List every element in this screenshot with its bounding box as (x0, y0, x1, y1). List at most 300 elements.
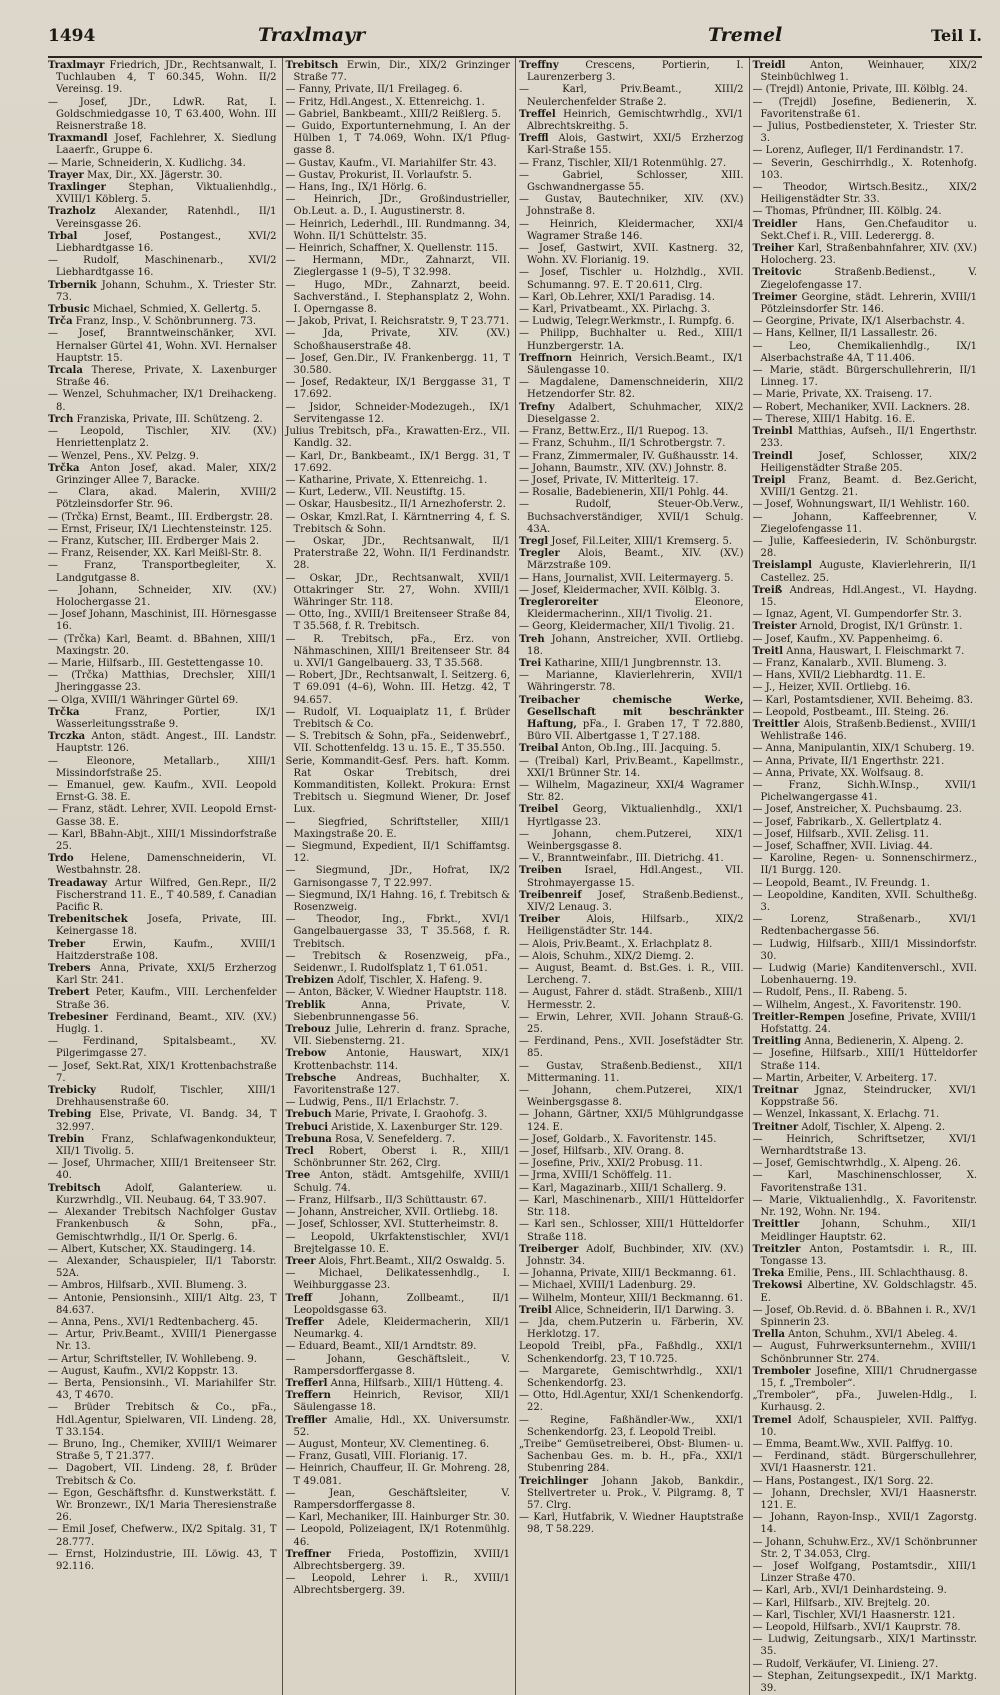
entry-details: — Rosalie, Badebienerin, XII/1 Pohlg. 44. (519, 487, 729, 499)
directory-entry (286, 109, 511, 121)
entry-details: — Ernst, Holzindustrie, III. Löwig. 43, T 92.116. (48, 1548, 277, 1572)
directory-entry (286, 512, 511, 536)
entry-details: — Hans, Ing., IX/1 Hörlg. 6. (285, 182, 427, 194)
directory-entry (48, 1085, 277, 1109)
directory-entry (753, 267, 978, 291)
entry-details: — Rudolf, Steuer-Ob.Verw., Buchsachverständiger, XVII/1 Schulg. 43A. (519, 499, 744, 535)
directory-entry (519, 475, 744, 487)
directory-entry (753, 451, 978, 475)
entry-details: — Jsidor, Schneider-Modezugeh., IX/1 Servitengasse 12. (285, 401, 510, 425)
directory-entry (753, 646, 978, 658)
entry-details: Alexander, Ratenhdl., II/1 Vereinsgasse 26. (56, 206, 277, 230)
directory-entry (48, 389, 277, 413)
directory-entry (286, 170, 511, 182)
entry-details: — Anna, Manipulantin, XIX/1 Schuberg. 19. (752, 743, 975, 755)
entry-details: Aristide, X. Laxenburger Str. 129. (331, 1121, 503, 1133)
directory-entry (753, 1585, 978, 1597)
column-4 (749, 58, 983, 1695)
entry-details: — Rudolf, Verkäufer, VI. Linieng. 27. (752, 1658, 939, 1670)
entry-details: Johann Jakob, Bankdir., Stellvertreter u. Prok., V. Pilgramg. 8, T 57. Clrg. (527, 1475, 744, 1511)
directory-entry (519, 1317, 744, 1341)
entry-details: — (Trčka) Matthias, Drechsler, XIII/1 Jheringgasse 23. (48, 670, 277, 694)
entry-details: — Ferdinand, Pens., XVII. Josefstädter Str. 85. (519, 1036, 744, 1060)
entry-details: Johann, Schuhm., X. Triester Str. 73. (56, 279, 277, 303)
entry-surname: Trefferl (285, 1377, 328, 1389)
directory-entry (753, 1268, 978, 1280)
entry-details: — Hans, Kellner, II/1 Lassallestr. 26. (752, 328, 938, 340)
entry-details: — Katharine, Private, X. Ettenreichg. 1. (285, 474, 488, 486)
directory-entry (48, 158, 277, 170)
entry-details: Franz, Beamt. d. Bez.Gericht, XVIII/1 Gentzg. 21. (760, 474, 977, 499)
entry-details: — R. Trebitsch, pFa., Erz. von Nähmaschinen, XIII/1 Breitenseer Str. 84 u. XVI/1 Gangelbauerg. 33, T 35.568. (285, 633, 510, 669)
entry-details: Rudolf, Tischler, XIII/1 Drehhausenstraße 60. (56, 1085, 277, 1109)
entry-details: — Julie, Kaffeesiederin, IV. Schönburgstr. 28. (752, 535, 977, 560)
directory-entry (286, 707, 511, 731)
directory-entry (286, 1048, 511, 1072)
directory-entry (286, 1439, 511, 1451)
directory-entry (48, 60, 277, 97)
directory-entry (753, 1390, 978, 1414)
entry-details: — Alois, Priv.Beamt., X. Erlachplatz 8. (519, 938, 713, 950)
entry-details: Julie, Lehrerin d. franz. Sprache, VII. Siebensterng. 21. (293, 1024, 510, 1048)
directory-entry (753, 1671, 978, 1695)
entry-details: — Antonie, Pensionsinh., XIII/1 Altg. 23, T 84.637. (48, 1292, 277, 1316)
directory-entry (753, 1134, 978, 1158)
directory-entry (519, 487, 744, 499)
entry-surname: Traxlinger (48, 182, 106, 194)
directory-entry (48, 170, 277, 182)
entry-surname: Treipl (752, 474, 786, 486)
directory-entry (286, 280, 511, 317)
column-1 (48, 58, 282, 1695)
entry-surname: Trebizen (285, 975, 334, 987)
directory-entry (519, 1280, 744, 1292)
entry-details: — Heinrich, Lederhdl., III. Rundmanng. 34, Wohn. II/1 Schüttelstr. 35. (285, 218, 510, 242)
entry-details: — Josef, Redakteur, IX/1 Berggasse 31, T 17.692. (285, 377, 510, 401)
directory-entry (48, 1439, 277, 1463)
entry-details: — Josef, Branntweinschänker, XVI. Hernalser Gürtel 41, Wohn. XVI. Hernalser Hauptstr. 15. (48, 328, 277, 364)
directory-entry (286, 475, 511, 487)
directory-entry (48, 1207, 277, 1244)
entry-surname: Treitler-Rempen (752, 1011, 845, 1023)
directory-entry (753, 1219, 978, 1243)
directory-entry (519, 621, 744, 633)
entry-details: Leopold Treibl, pFa., Faßhdlg., XXI/1 Schenkendorfg. 23, T 10.725. (519, 1341, 744, 1365)
entry-surname: Treidl (752, 60, 786, 71)
directory-entry (519, 377, 744, 401)
directory-entry (286, 1268, 511, 1292)
directory-entry (753, 1634, 978, 1658)
directory-entry (519, 60, 744, 84)
entry-details: — Heinrich, Chauffeur, II. Gr. Mohreng. 28, T 49.081. (285, 1463, 510, 1487)
entry-details: — Hans, Postangest., IX/1 Sorg. 22. (752, 1475, 934, 1487)
entry-details: Adolf, Buchbinder, XIV. (XV.) Johnstr. 34. (527, 1243, 744, 1267)
entry-details: Franz, Portier, IX/1 Wasserleitungsstraße 9. (56, 706, 277, 730)
directory-entry (753, 1610, 978, 1622)
entry-details: Rosa, V. Senefelderg. 7. (335, 1133, 456, 1145)
directory-entry (753, 1341, 978, 1365)
directory-entry (286, 1463, 511, 1487)
directory-entry (519, 451, 744, 463)
entry-details: — Alois, Schuhm., XIX/2 Diemg. 2. (519, 950, 695, 962)
directory-entry (286, 1451, 511, 1463)
directory-entry (286, 1097, 511, 1109)
directory-entry (519, 316, 744, 328)
directory-entry (519, 353, 744, 377)
entry-details: — Johann, Drechsler, XVI/1 Haasnerstr. 121. E. (752, 1487, 977, 1511)
entry-details: — Robert, Mechaniker, XVII. Lackners. 28. (752, 401, 970, 413)
entry-details: — Anton, Bäcker, V. Wiedner Hauptstr. 118. (285, 987, 507, 999)
directory-entry (519, 1219, 744, 1243)
directory-entry (519, 865, 744, 889)
entry-details: Josef, Fil.Leiter, XIII/1 Kremserg. 5. (551, 535, 733, 547)
directory-entry (753, 1451, 978, 1475)
directory-entry (753, 1598, 978, 1610)
directory-entry (48, 548, 277, 560)
entry-details: — (Trejdl) Antonie, Private, III. Kölblg. 24. (752, 84, 968, 96)
entry-details: — Eleonore, Metallarb., XIII/1 Missindorfstraße 25. (48, 755, 277, 779)
directory-entry (519, 1085, 744, 1109)
entry-details: — Franz, Kanalarb., XVII. Blumeng. 3. (752, 657, 947, 669)
entry-surname: Trčka (48, 462, 80, 474)
directory-entry (48, 1280, 277, 1292)
entry-surname: Trebuna (285, 1133, 332, 1145)
entry-details: Anton, Schuhm., XVI/1 Abeleg. 4. (788, 1329, 958, 1341)
entry-details: Ferdinand, Beamt., XIV. (XV.) Huglg. 1. (56, 1011, 277, 1036)
directory-entry (519, 1134, 744, 1146)
directory-entry (753, 841, 978, 853)
directory-entry (519, 109, 744, 133)
entry-surname: Traxlmayr (48, 60, 105, 71)
directory-entry (48, 1549, 277, 1573)
entry-details: Adolf, Schauspieler, XVII. Palffyg. 10. (760, 1414, 977, 1438)
directory-entry (519, 670, 744, 694)
entry-details: — Franz, Transportbegleiter, X. Landgutgasse 8. (48, 560, 277, 584)
entry-details: — Hugo, MDr., Zahnarzt, beeid. Sachverständ., I. Stephansplatz 2, Wohn. I. Operngasse 8. (285, 279, 510, 316)
entry-details: — Marie, Private, XX. Traiseng. 17. (752, 389, 933, 401)
entry-surname: Treiß (752, 584, 783, 596)
entry-details: Georg, Viktualienhdlg., XXI/1 Hyrtlgasse 23. (527, 804, 744, 828)
directory-entry (753, 1415, 978, 1439)
entry-details: — Gustav, Straßenb.Bedienst., XII/1 Mittermaning. 11. (519, 1060, 744, 1084)
directory-entry (753, 499, 978, 511)
directory-entry (48, 304, 277, 316)
directory-entry (286, 1146, 511, 1170)
directory-entry (753, 1109, 978, 1121)
directory-entry (753, 609, 978, 621)
entry-surname: Trebitsch (285, 60, 339, 71)
column-2 (282, 58, 516, 1695)
entry-details: — Fanny, Private, II/1 Freilageg. 6. (285, 84, 463, 96)
entry-surname: Treitner (752, 1121, 799, 1133)
directory-entry (286, 951, 511, 975)
directory-entry (48, 426, 277, 450)
directory-entry (753, 341, 978, 365)
entry-details: Johann, Schuhm., XII/1 Meidlinger Hauptstr. 62. (760, 1219, 977, 1243)
entry-details: — Jakob, Privat, I. Reichsratstr. 9, T 23.771. (285, 316, 509, 328)
directory-entry (519, 292, 744, 304)
directory-entry (48, 1061, 277, 1085)
entry-details: — Josef, Schlosser, XVI. Stutterheimstr. 8. (285, 1219, 499, 1231)
directory-entry (286, 536, 511, 573)
directory-entry (519, 219, 744, 243)
entry-surname: Trella (752, 1329, 785, 1341)
entry-details: — Josef, Ob.Revid. d. ö. BBahnen i. R., XV/1 Spinnerin 23. (752, 1304, 977, 1328)
entry-details: — Gabriel, Schlosser, XIII. Gschwandnergasse 55. (519, 169, 744, 194)
directory-entry (48, 853, 277, 877)
entry-surname: Tree (285, 1170, 311, 1182)
directory-entry (519, 328, 744, 352)
directory-entry (286, 1195, 511, 1207)
entry-details: — Jda, Private, XIV. (XV.) Schoßhauserstraße 48. (285, 328, 510, 352)
entry-details: Alois, Fhrt.Beamt., XII/2 Oswaldg. 5. (318, 1255, 506, 1267)
entry-details: Julius Trebitsch, pFa., Krawatten-Erz., VII. Kandlg. 32. (285, 426, 510, 450)
directory-entry (286, 426, 511, 450)
directory-entry (48, 1036, 277, 1060)
directory-entry (286, 914, 511, 951)
entry-details: — Franz, Sichh.W.Insp., XVII/1 Pichelwangergasse 41. (752, 779, 977, 804)
entry-details: — Philipp, Buchhalter u. Red., XIII/1 Hunzbergerstr. 1A. (519, 328, 744, 352)
entry-details: — Franz, Hilfsarb., II/3 Schüttaustr. 67. (285, 1194, 487, 1206)
entry-details: — Johann, Geschäftsleit., V. Rampersdorffergasse 8. (285, 1353, 510, 1377)
directory-entry (286, 1000, 511, 1024)
directory-entry (286, 1488, 511, 1512)
directory-entry (519, 914, 744, 938)
entry-details: — Johann, Baumstr., XIV. (XV.) Johnstr. 8. (519, 462, 727, 474)
entry-details: — (Treibal) Karl, Priv.Beamt., Kapellmstr., XXI/1 Brünner Str. 14. (519, 755, 744, 779)
directory-entry (753, 560, 978, 584)
entry-details: „Tremboler“, pFa., Juwelen-Hdlg., I. Kurhausg. 2. (752, 1390, 977, 1414)
directory-entry (48, 756, 277, 780)
entry-details: Erwin, Kaufm., XVIII/1 Haitzderstraße 108. (56, 938, 277, 962)
entry-surname: Trczka (48, 731, 86, 743)
entry-details: — Josef, Hilfsarb., XVII. Zelisg. 11. (752, 828, 929, 840)
entry-surname: Treiber (519, 914, 560, 926)
entry-details: — August, Beamt. d. Bst.Ges. i. R., VIII. Lercheng. 7. (519, 963, 744, 987)
entry-details: Josefine, XIII/1 Chrudnergasse 15, f. „Tremboler“. (760, 1365, 977, 1389)
entry-details: — Ludwig, Zeitungsarb., XIX/1 Martinsstr. 35. (752, 1634, 977, 1658)
entry-details: — Georg, Kleidermacher, XII/1 Tivolig. 21. (519, 621, 735, 633)
entry-details: Alois, Gastwirt, XXI/5 Erzherzog Karl-Straße 155. (527, 133, 744, 157)
directory-entry (519, 743, 744, 755)
entry-details: — Therese, XIII/1 Habitg. 16. E. (752, 413, 916, 425)
directory-entry (753, 1170, 978, 1194)
directory-entry (286, 841, 511, 865)
directory-entry (753, 1122, 978, 1134)
entry-surname: Trbal (48, 230, 78, 242)
entry-details: — Josef, Gen.Dir., IV. Frankenbergg. 11, T 30.580. (285, 352, 510, 377)
entry-surname: Treibacher chemische Werke, Gesellschaft mit beschränkter Haftung, (519, 694, 744, 730)
directory-entry (286, 1232, 511, 1256)
entry-details: — Johann, Anstreicher, XVII. Ortliebg. 18. (285, 1207, 499, 1219)
directory-entry (519, 1158, 744, 1170)
entry-surname: Treittler (752, 1219, 800, 1231)
directory-entry (519, 1146, 744, 1158)
directory-entry (753, 1622, 978, 1634)
entry-details: Peter, Kaufm., VIII. Lerchenfelder Straße 36. (56, 987, 277, 1011)
entry-details: — Josef, Sekt.Rat, XIX/1 Krottenbachstraße 7. (48, 1060, 277, 1084)
directory-entry (753, 1048, 978, 1072)
directory-entry (753, 1000, 978, 1012)
directory-entry (519, 1012, 744, 1036)
directory-entry (519, 1036, 744, 1060)
entry-details: Anton Josef, akad. Maler, XIX/2 Grinzinger Allee 7, Baracke. (56, 462, 277, 486)
entry-details: — Marie, städt. Bürgerschullehrerin, II/1 Linneg. 17. (752, 365, 977, 389)
directory-entry (519, 402, 744, 426)
entry-surname: Treichlinger (519, 1475, 588, 1487)
running-head-first-entry: Traxlmayr (258, 24, 366, 46)
entry-details: — Karl, Hilfsarb., XIV. Brejtelg. 20. (752, 1597, 930, 1609)
entry-details: — Karl, Maschinenarb., XIII/1 Hütteldorfer Str. 118. (519, 1194, 744, 1219)
entry-details: Heinrich, Gemischtwrhdlg., XVI/1 Albrechtskreithg. 5. (527, 108, 744, 133)
entry-details: Adele, Kleidermacherin, XII/1 Neumarkg. 4. (293, 1316, 510, 1341)
directory-entry (753, 817, 978, 829)
entry-details: — August, Fuhrwerksunternehm., XVIII/1 Schönbrunner Str. 274. (752, 1341, 977, 1365)
directory-entry (753, 780, 978, 804)
entry-surname: Treiben (519, 865, 562, 877)
entry-details: — Leopold, Tischler, XIV. (XV.) Henriettenplatz 2. (48, 426, 277, 450)
directory-entry (48, 231, 277, 255)
running-head-last-entry: Tremel (708, 24, 783, 46)
entry-details: — Oskar, Hausbesitz., II/1 Arnezhoferstr. 2. (285, 499, 506, 511)
entry-details: — Theodor, Wirtsch.Besitz., XIX/2 Heiligenstädter Str. 33. (752, 182, 977, 206)
directory-entry (753, 365, 978, 389)
entry-details: Hans, Gen.Chefauditor u. Sekt.Chef i. R., VIII. Lederergg. 8. (760, 218, 977, 242)
entry-details: — Leopold, Beamt., IV. Freundg. 1. (752, 877, 930, 889)
entry-surname: Trebert (48, 987, 90, 999)
directory-entry (519, 426, 744, 438)
directory-entry (753, 402, 978, 414)
directory-columns (48, 58, 982, 1695)
entry-details: Anna, Private, XXI/5 Erzherzog Karl Str. 241. (56, 963, 277, 987)
directory-entry (519, 1415, 744, 1439)
entry-details: — Johanna, Private, XIII/1 Beckmanng. 61. (519, 1268, 737, 1280)
entry-details: Else, Private, VI. Bandg. 34, T 32.997. (56, 1109, 277, 1133)
entry-details: Robert, Oberst i. R., XIII/1 Schönbrunner Str. 262, Clrg. (293, 1146, 510, 1170)
entry-details: — (Trejdl) Josefine, Bedienerin, X. Favoritenstraße 61. (752, 96, 977, 120)
entry-details: Johann, Anstreicher, XVII. Ortliebg. 18. (527, 633, 744, 657)
directory-entry (48, 487, 277, 511)
directory-entry (48, 512, 277, 524)
directory-entry (753, 853, 978, 877)
directory-entry (519, 463, 744, 475)
directory-entry (753, 1476, 978, 1488)
directory-entry (753, 914, 978, 938)
entry-details: — Stephan, Zeitungsexpedit., IX/1 Marktg. 39. (752, 1670, 977, 1695)
entry-surname: Treiher (752, 243, 794, 255)
directory-entry (519, 890, 744, 914)
directory-entry (286, 573, 511, 610)
entry-surname: Treffny (519, 60, 559, 71)
directory-entry (519, 829, 744, 853)
entry-details: Amalie, Hdl., XX. Universumstr. 52. (293, 1414, 510, 1438)
entry-details: — Anna, Private, XX. Wolfsaug. 8. (752, 767, 924, 779)
directory-entry (519, 756, 744, 780)
entry-details: — Franz, städt. Lehrer, XVII. Leopold Ernst-Gasse 38. E. (48, 804, 277, 828)
directory-entry (753, 1280, 978, 1304)
entry-surname: Trazholz (48, 206, 96, 218)
directory-entry (48, 1463, 277, 1487)
directory-entry (48, 560, 277, 584)
entry-surname: Trbusic (48, 304, 90, 316)
directory-entry (753, 60, 978, 84)
directory-entry (286, 865, 511, 889)
directory-entry (48, 987, 277, 1011)
entry-details: Adolf, Tischler, X. Alpeng. 2. (801, 1121, 946, 1133)
directory-entry (286, 219, 511, 243)
directory-entry (286, 1378, 511, 1390)
entry-details: — Karl, Ob.Lehrer, XXI/1 Paradisg. 14. (519, 291, 715, 303)
entry-details: — Josef, Kleidermacher, XVII. Kölblg. 3. (519, 584, 721, 596)
entry-details: — Wilhelm, Angest., X. Favoritenstr. 190. (752, 999, 962, 1011)
entry-details: — Siegmund, IX/1 Hahng. 16, f. Trebitsch & Rosenzweig. (285, 889, 510, 914)
entry-details: — Jrma, XVIII/1 Schöffelg. 11. (519, 1170, 672, 1182)
entry-details: — Rudolf, Maschinenarb., XVI/2 Liebhardtgasse 16. (48, 255, 277, 279)
entry-details: — Clara, akad. Malerin, XVIII/2 Pötzleinsdorfer Str. 96. (48, 487, 277, 511)
entry-surname: Tremboler (752, 1365, 811, 1377)
entry-details: — Gustav, Prokurist, II. Vorlaufstr. 5. (285, 169, 472, 181)
entry-details: — Karl sen., Schlosser, XIII/1 Hütteldorfer Straße 118. (519, 1219, 744, 1243)
directory-entry (519, 597, 744, 621)
entry-details: — Josef, Kaufm., XV. Pappenheimg. 6. (752, 633, 943, 645)
directory-entry (286, 243, 511, 255)
entry-details: — Hans, XVII/2 Liebhardtg. 11. E. (752, 670, 926, 682)
entry-details: Albertine, XV. Goldschlagstr. 45. E. (760, 1280, 977, 1304)
directory-entry (753, 621, 978, 633)
entry-details: Alois, Beamt., XIV. (XV.) Märzstraße 109. (527, 548, 744, 572)
entry-details: — Oskar, Kmzl.Rat, I. Kärntnerring 4, f. S. Trebitsch & Sohn. (285, 511, 510, 535)
entry-surname: Trch (48, 413, 74, 425)
entry-details: — Josef, Schaffner, XVII. Liviag. 44. (752, 841, 933, 852)
entry-details: — Trebitsch & Rosenzweig, pFa., Seidenwr., I. Rudolfsplatz 1, T 61.051. (285, 950, 510, 975)
directory-entry (286, 1512, 511, 1524)
entry-details: — (Trčka) Karl, Beamt. d. BBahnen, XIII/1 Maxingstr. 20. (48, 633, 277, 657)
directory-entry (286, 121, 511, 158)
entry-surname: Treidler (752, 218, 798, 230)
entry-details: — Franz, Bettw.Erz., II/1 Ruepog. 13. (519, 426, 709, 438)
entry-details: — August, Fahrer d. städt. Straßenb., XIII/1 Hermesstr. 2. (519, 987, 744, 1011)
entry-details: Friedrich, JDr., Rechtsanwalt, I. Tuchlauben 4, T 60.345, Wohn. II/2 Vereinsg. 19. (56, 60, 277, 96)
entry-details: — Georgine, Private, IX/1 Alserbachstr. 4. (752, 316, 965, 328)
directory-entry (519, 536, 744, 548)
entry-details: Josef, Fachlehrer, X. Siedlung Laaerfr., Gruppe 6. (56, 133, 277, 157)
entry-details: — Robert, JDr., Rechtsanwalt, I. Seitzerg. 6, T 69.091 (4–6), Wohn. III. Hetzg. 42, T 94.657. (285, 670, 510, 706)
entry-details: — J., Heizer, XVII. Ortliebg. 16. (752, 682, 911, 694)
entry-details: — Ferdinand, Spitalsbeamt., XV. Pilgerimgasse 27. (48, 1036, 277, 1060)
entry-details: — Emanuel, gew. Kaufm., XVII. Leopold Ernst-G. 38. E. (48, 779, 277, 804)
directory-entry (753, 682, 978, 694)
directory-entry (753, 719, 978, 743)
directory-entry (753, 97, 978, 121)
entry-details: — Brüder Trebitsch & Co., pFa., Hdl.Agentur, Spielwaren, VII. Lindeng. 28, T 33.154. (48, 1402, 277, 1438)
entry-details: Alice, Schneiderin, II/1 Darwing. 3. (555, 1304, 735, 1316)
entry-surname: Treffer (285, 1316, 324, 1328)
entry-details: — S. Trebitsch & Sohn, pFa., Seidenwebrf., VII. Schottenfeldg. 13 u. 15. E., T 35.550. (285, 731, 510, 755)
entry-details: — Karl, Maschinenschlosser, X. Favoritenstraße 131. (752, 1170, 977, 1194)
entry-details: — Rudolf, VI. Loquaiplatz 11, f. Brüder Trebitsch & Co. (285, 706, 510, 730)
entry-surname: Treinbl (752, 426, 793, 438)
directory-entry (48, 451, 277, 463)
entry-details: — Marianne, Klavierlehrerin, XVII/1 Währingerstr. 78. (519, 670, 744, 694)
entry-details: — Karl, Postamtsdiener, XVII. Beheimg. 83. (752, 694, 974, 706)
directory-entry (519, 1183, 744, 1195)
entry-surname: Trebenitschek (48, 914, 128, 926)
entry-details: — Leopold, Ukrfaktenstischler, XVI/1 Brejtelgasse 10. E. (285, 1231, 510, 1255)
entry-details: — Josef, Hilfsarb., XIV. Orang. 8. (519, 1146, 685, 1158)
entry-details: Anna, Hilfsarb., XIII/1 Hütteng. 4. (330, 1377, 504, 1389)
entry-details: Adolf, Galanteriew. u. Kurzwrhdlg., VII. Neubaug. 64, T 33.907. (56, 1182, 277, 1206)
entry-details: — Karl, Privatbeamt., XX. Pirlachg. 3. (519, 304, 711, 316)
